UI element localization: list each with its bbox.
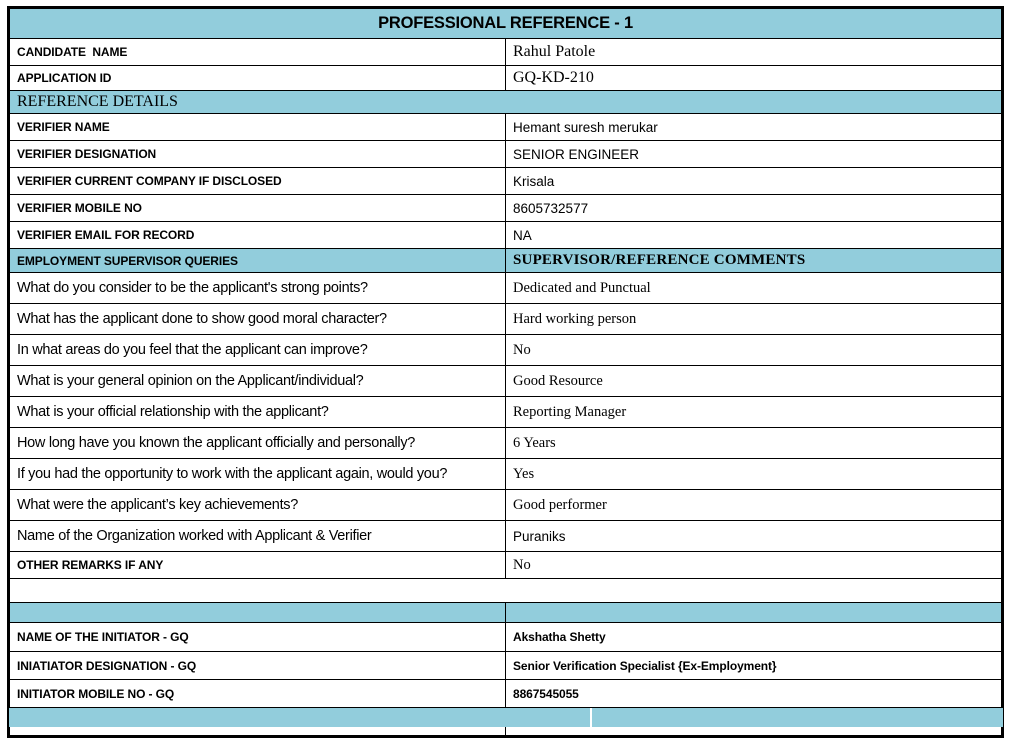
query-comment: Dedicated and Punctual — [506, 273, 1003, 304]
divider-band-left — [9, 603, 506, 623]
queries-header-right: SUPERVISOR/REFERENCE COMMENTS — [506, 249, 1003, 273]
other-remarks-label: OTHER REMARKS IF ANY — [9, 552, 506, 579]
queries-header-left: EMPLOYMENT SUPERVISOR QUERIES — [9, 249, 506, 273]
verifier-designation-value: SENIOR ENGINEER — [506, 141, 1003, 168]
query-comment: Reporting Manager — [506, 397, 1003, 428]
query-question: How long have you known the applicant officially and personally? — [9, 428, 506, 459]
verifier-name-label: VERIFIER NAME — [9, 114, 506, 141]
section-header-reference-details: REFERENCE DETAILS — [9, 91, 1003, 114]
verifier-email-value: NA — [506, 222, 1003, 249]
query-question: What has the applicant done to show good moral character? — [9, 304, 506, 335]
bottom-fill-band — [9, 708, 1003, 727]
spacer-row — [9, 579, 1003, 603]
initiator-name-value: Akshatha Shetty — [506, 623, 1003, 652]
other-remarks-value: No — [506, 552, 1003, 579]
query-comment: No — [506, 335, 1003, 366]
application-id-value: GQ-KD-210 — [506, 66, 1003, 91]
query-question: What is your official relationship with the applicant? — [9, 397, 506, 428]
query-question: Name of the Organization worked with Applicant & Verifier — [9, 521, 506, 552]
query-question: What were the applicant’s key achievements? — [9, 490, 506, 521]
query-comment: Puraniks — [506, 521, 1003, 552]
initiator-designation-label: INIATIATOR DESIGNATION - GQ — [9, 652, 506, 680]
initiator-mobile-value: 8867545055 — [506, 680, 1003, 708]
initiator-mobile-label: INITIATOR MOBILE NO - GQ — [9, 680, 506, 708]
verifier-designation-label: VERIFIER DESIGNATION — [9, 141, 506, 168]
initiator-name-label: NAME OF THE INITIATOR - GQ — [9, 623, 506, 652]
form-title: PROFESSIONAL REFERENCE - 1 — [9, 8, 1003, 39]
query-question: If you had the opportunity to work with the applicant again, would you? — [9, 459, 506, 490]
verifier-mobile-label: VERIFIER MOBILE NO — [9, 195, 506, 222]
bottom-band-gridline — [590, 708, 592, 727]
query-question: In what areas do you feel that the applicant can improve? — [9, 335, 506, 366]
initiator-designation-value: Senior Verification Specialist {Ex-Employment} — [506, 652, 1003, 680]
professional-reference-table — [7, 6, 1004, 738]
verifier-company-value: Krisala — [506, 168, 1003, 195]
verifier-name-value: Hemant suresh merukar — [506, 114, 1003, 141]
verifier-email-label: VERIFIER EMAIL FOR RECORD — [9, 222, 506, 249]
verifier-mobile-value: 8605732577 — [506, 195, 1003, 222]
query-question: What is your general opinion on the Applicant/individual? — [9, 366, 506, 397]
verifier-company-label: VERIFIER CURRENT COMPANY IF DISCLOSED — [9, 168, 506, 195]
query-comment: Good performer — [506, 490, 1003, 521]
candidate-name-label: CANDIDATE NAME — [9, 39, 506, 66]
query-comment: 6 Years — [506, 428, 1003, 459]
application-id-label: APPLICATION ID — [9, 66, 506, 91]
query-comment: Hard working person — [506, 304, 1003, 335]
candidate-name-value: Rahul Patole — [506, 39, 1003, 66]
query-comment: Yes — [506, 459, 1003, 490]
query-question: What do you consider to be the applicant's strong points? — [9, 273, 506, 304]
divider-band-right — [506, 603, 1003, 623]
query-comment: Good Resource — [506, 366, 1003, 397]
